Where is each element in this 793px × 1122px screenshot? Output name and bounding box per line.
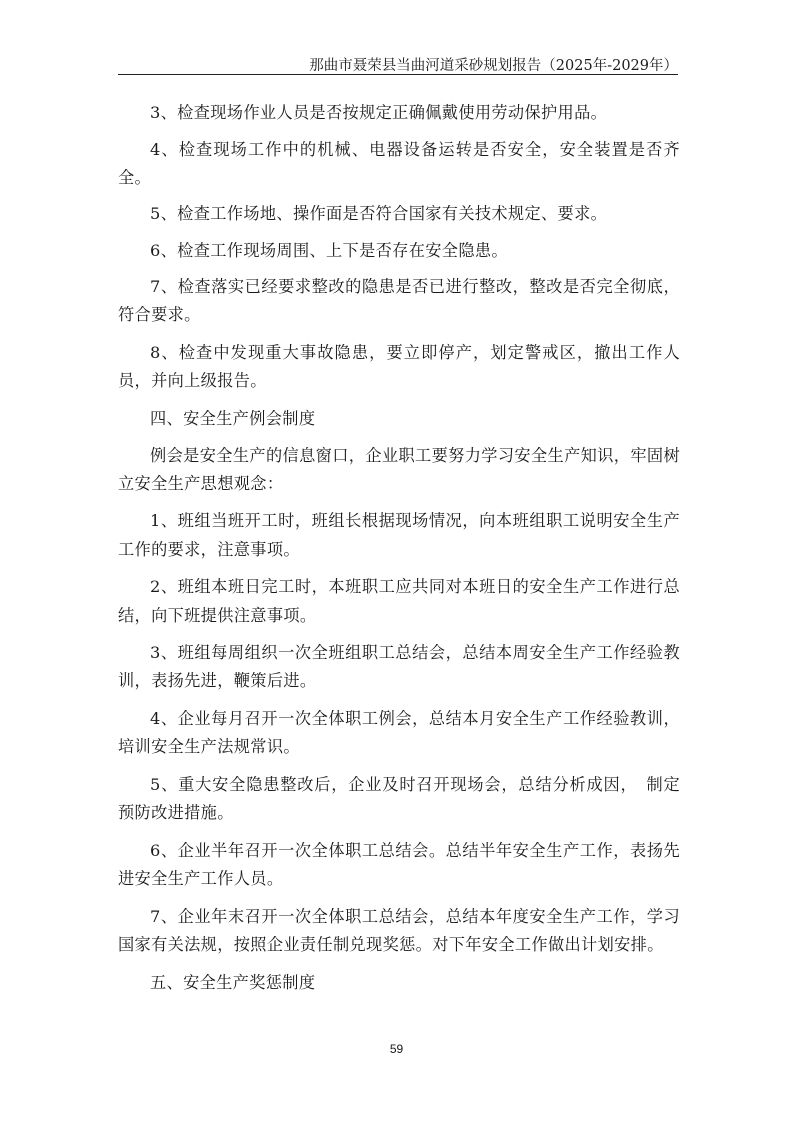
paragraph: 3、检查现场作业人员是否按规定正确佩戴使用劳动保护用品。: [150, 103, 608, 122]
paragraph: 7、检查落实已经要求整改的隐患是否已进行整改，整改是否完全彻底，符合要求。: [118, 277, 680, 325]
paragraph: 例会是安全生产的信息窗口，企业职工要努力学习安全生产知识，牢固树立安全生产思想观念：: [118, 445, 680, 493]
paragraph: 6、企业半年召开一次全体职工总结会。总结半年安全生产工作，表扬先进安全生产工作人员。: [118, 840, 680, 889]
paragraph: 4、检查现场工作中的机械、电器设备运转是否安全，安全装置是否齐全。: [118, 139, 680, 187]
section-heading: 五、安全生产奖惩制度: [150, 972, 316, 992]
paragraph: 5、重大安全隐患整改后，企业及时召开现场会，总结分析成因， 制定预防改进措施。: [118, 775, 680, 823]
paragraph: 2、班组本班日完工时，本班职工应共同对本班日的安全生产工作进行总结，向下班提供注意事项。: [118, 577, 680, 625]
paragraph: 8、检查中发现重大事故隐患，要立即停产，划定警戒区，撤出工作人员，并向上级报告。: [118, 343, 680, 391]
running-header: 那曲市聂荣县当曲河道采砂规划报告（2025年-2029年）: [309, 58, 678, 74]
header-rule: [118, 74, 678, 75]
paragraph: 6、检查工作现场周围、上下是否存在安全隐患。: [150, 240, 508, 260]
paragraph: 3、班组每周组织一次全班组职工总结会，总结本周安全生产工作经验教训，表扬先进，鞭策后进。: [118, 643, 680, 691]
page-number: 59: [389, 1042, 404, 1056]
paragraph: 7、企业年末召开一次全体职工总结会，总结本年度安全生产工作，学习国家有关法规，按照企业责任制兑现奖惩。对下年安全工作做出计划安排。: [118, 906, 680, 955]
body-text: [118, 99, 680, 1005]
paragraph: 4、企业每月召开一次全体职工例会，总结本月安全生产工作经验教训，培训安全生产法规常识。: [118, 709, 680, 757]
paragraph: 5、检查工作场地、操作面是否符合国家有关技术规定、要求。: [150, 204, 608, 224]
paragraph: 1、班组当班开工时，班组长根据现场情况，向本班组职工说明安全生产工作的要求，注意事项。: [118, 511, 680, 559]
section-heading: 四、安全生产例会制度: [150, 409, 316, 429]
